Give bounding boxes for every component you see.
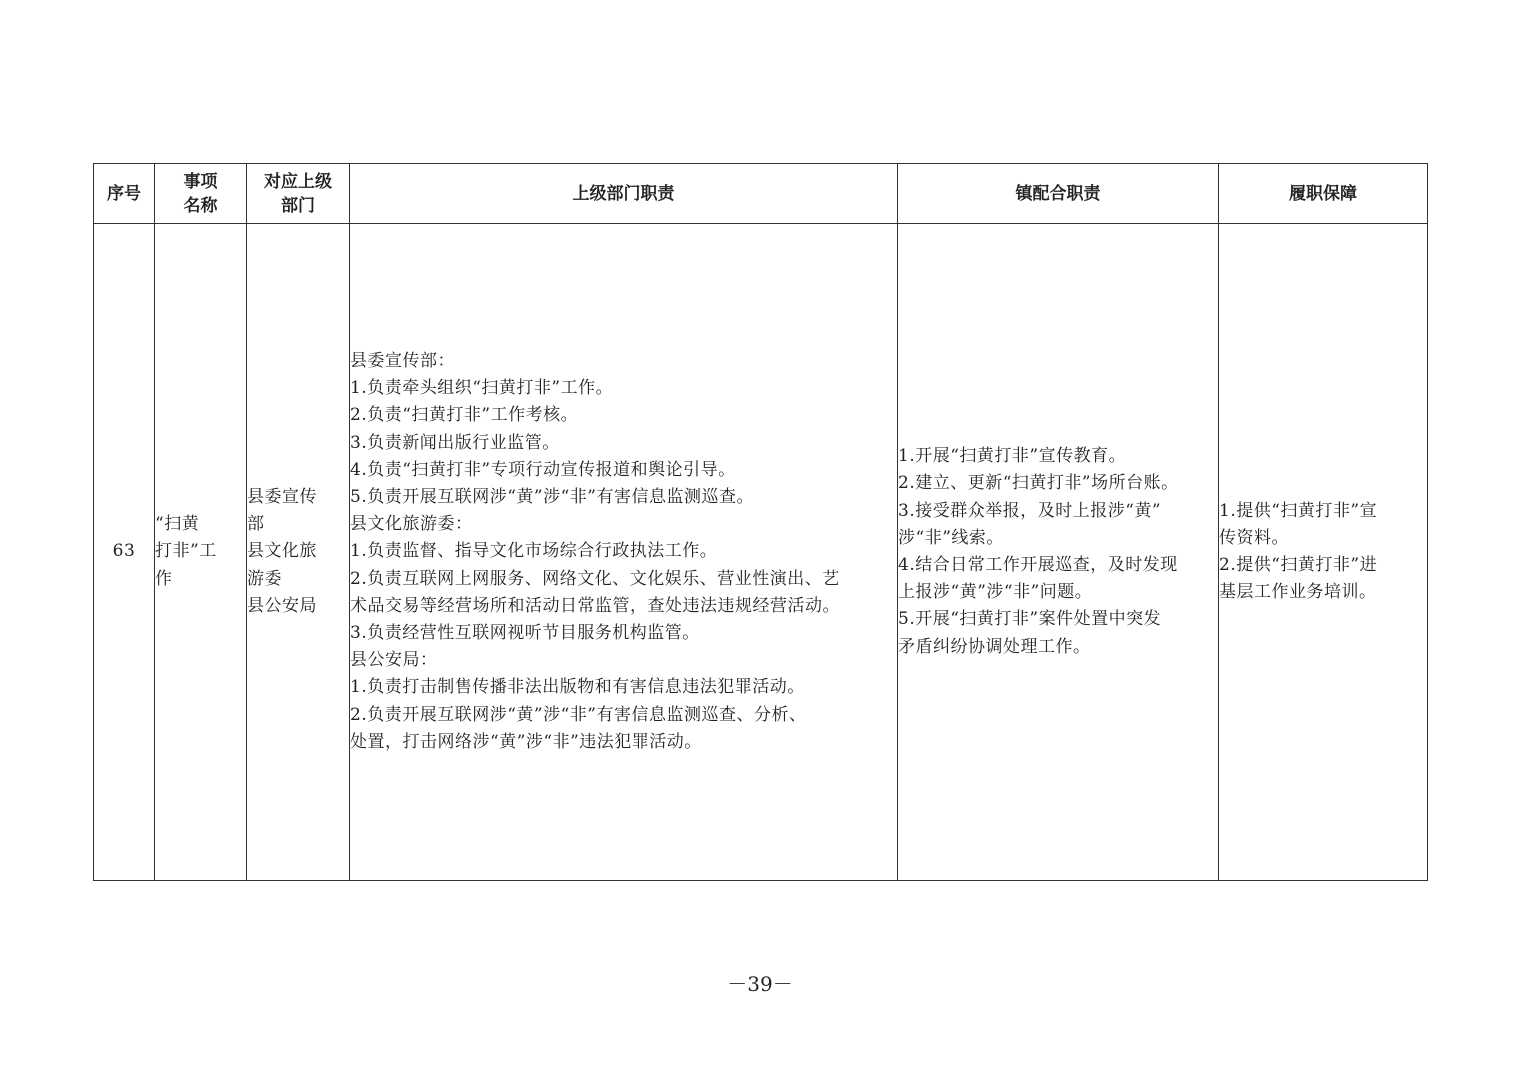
header-upper-duties: 上级部门职责	[350, 164, 898, 224]
page-number: －39－	[727, 972, 793, 996]
header-upper-dept: 对应上级 部门	[247, 164, 350, 224]
row-upper-dept: 县委宣传 部 县文化旅 游委 县公安局	[247, 224, 350, 881]
row-guarantee: 1.提供“扫黄打非”宣 传资料。 2.提供“扫黄打非”进 基层工作业务培训。	[1219, 224, 1428, 881]
header-guarantee: 履职保障	[1219, 164, 1428, 224]
row-item-name: “扫黄 打非”工 作	[155, 224, 247, 881]
header-item-name: 事项 名称	[155, 164, 247, 224]
header-row	[94, 164, 1428, 224]
header-seq: 序号	[94, 164, 155, 224]
row-town-duties: 1.开展“扫黄打非”宣传教育。 2.建立、更新“扫黄打非”场所台账。 3.接受群众举报，及时上报涉“黄” 涉“非”线索。 4.结合日常工作开展巡查，及时发现 上报涉“黄”涉“非”问题。 5.开展“扫黄打非”案件处置中突发 矛盾纠纷协调处理工作。	[898, 224, 1219, 881]
row-seq: 63	[94, 224, 155, 881]
duty-table	[93, 163, 1428, 881]
table-row	[94, 224, 1428, 881]
row-upper-duties: 县委宣传部： 1.负责牵头组织“扫黄打非”工作。 2.负责“扫黄打非”工作考核。 3.负责新闻出版行业监管。 4.负责“扫黄打非”专项行动宣传报道和舆论引导。 5.负责开展互联网涉“黄”涉“非”有害信息监测巡查。 县文化旅游委： 1.负责监督、指导文化市场综合行政执法工作。 2.负责互联网上网服务、网络文化、文化娱乐、营业性演出、艺 术品交易等经营场所和活动日常监管，查处违法违规经营活动。 3.负责经营性互联网视听节目服务机构监管。 县公安局： 1.负责打击制售传播非法出版物和有害信息违法犯罪活动。 2.负责开展互联网涉“黄”涉“非”有害信息监测巡查、分析、 处置，打击网络涉“黄”涉“非”违法犯罪活动。	[350, 224, 898, 881]
header-town-duties: 镇配合职责	[898, 164, 1219, 224]
